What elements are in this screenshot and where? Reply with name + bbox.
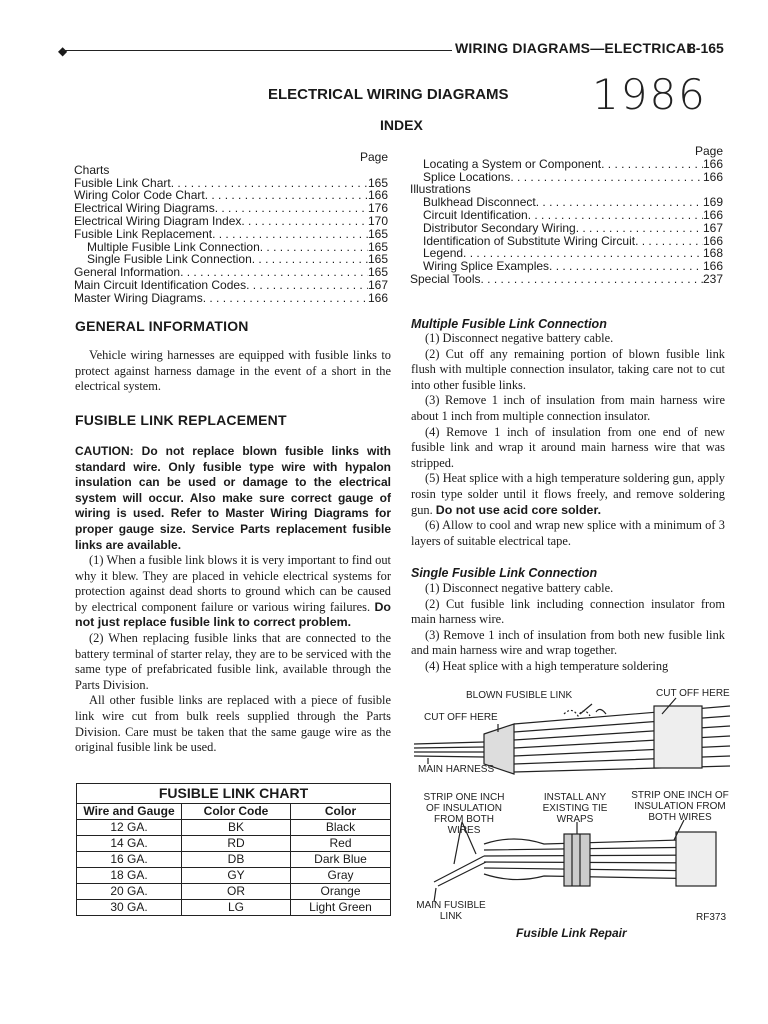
table-cell: 20 GA. — [77, 884, 182, 900]
single-step-2: (2) Cut fusible link including connection insulator from main harness wire. — [411, 596, 725, 627]
general-information-heading: GENERAL INFORMATION — [75, 318, 249, 334]
chart-col-color-code: Color Code — [182, 804, 291, 820]
label-install-any: INSTALL ANY EXISTING TIE WRAPS — [542, 792, 608, 825]
handwritten-year: 1986 — [592, 70, 707, 119]
table-cell: 12 GA. — [77, 820, 182, 836]
table-cell: LG — [182, 900, 291, 916]
index-entry: Locating a System or Component . . . 166 — [423, 158, 723, 171]
index-group-charts: Charts — [74, 162, 110, 177]
fusible-link-repair-figure — [414, 684, 734, 944]
index-left — [74, 151, 388, 305]
index-entry: Wiring Splice Examples . . . 166 — [423, 260, 723, 273]
replacement-step-1: (1) When a fusible link blows it is very important to find out why it blew. They are placed in vehicle electrical systems for protection against dead shorts to ground which can be caused by electrical component failure or various wiring failures. Do not just replace fusible link to correct problem. — [75, 553, 391, 630]
index-entry: Electrical Wiring Diagram Index . . . 170 — [74, 215, 388, 228]
index-entry: Fusible Link Replacement . . . 165 — [74, 228, 388, 241]
general-information-text: Vehicle wiring harnesses are equipped with fusible links to protect against harness damage in the event of a short in the electrical system. — [75, 348, 391, 394]
index-entry: Circuit Identification . . . 166 — [423, 209, 723, 222]
multiple-step-3: (3) Remove 1 inch of insulation from main harness wire about 1 inch from multiple connection insulator. — [411, 393, 725, 423]
chart-title: FUSIBLE LINK CHART — [77, 784, 391, 804]
replacement-steps — [75, 553, 391, 756]
index-entry: Single Fusible Link Connection . . . 165 — [74, 253, 388, 266]
multiple-step-2: (2) Cut off any remaining portion of blown fusible link flush with multiple connection insulator, taking care not to cut into other fusible links. — [411, 346, 725, 392]
label-main-fusible-link: MAIN FUSIBLE LINK — [416, 900, 486, 922]
label-blown-fusible-link: BLOWN FUSIBLE LINK — [466, 690, 573, 701]
table-cell: BK — [182, 820, 291, 836]
replacement-note: All other fusible links are replaced with a piece of fusible link wire cut from bulk reels supplied through the Parts Division. Care must be taken that the same gauge wire as the original fusible link be used. — [75, 693, 391, 755]
index-entry: Legend . . . 168 — [423, 247, 723, 260]
label-main-harness: MAIN HARNESS — [418, 764, 495, 775]
index-entry: Distributor Secondary Wiring . . . 167 — [423, 222, 723, 235]
section-title: ELECTRICAL WIRING DIAGRAMS — [268, 86, 509, 103]
table-cell: 30 GA. — [77, 900, 182, 916]
index-entry: Identification of Substitute Wiring Circuit . . . 166 — [423, 235, 723, 248]
index-entry: Multiple Fusible Link Connection . . . 165 — [74, 241, 388, 254]
header-rule — [62, 50, 452, 51]
header-title: WIRING DIAGRAMS—ELECTRICAL — [455, 40, 696, 56]
table-row — [77, 900, 391, 916]
table-row — [77, 836, 391, 852]
table-cell: 18 GA. — [77, 868, 182, 884]
label-cut-off-here-left: CUT OFF HERE — [424, 712, 498, 723]
single-connection-heading: Single Fusible Link Connection — [411, 566, 598, 580]
table-cell: Gray — [291, 868, 391, 884]
header-page-number: 8-165 — [688, 40, 724, 56]
single-step-4: (4) Heat splice with a high temperature soldering — [425, 658, 669, 673]
label-cut-off-here-right: CUT OFF HERE — [656, 688, 730, 699]
index-entry: Main Circuit Identification Codes . . . 167 — [74, 279, 388, 292]
table-cell: DB — [182, 852, 291, 868]
table-cell: RD — [182, 836, 291, 852]
index-entry: Splice Locations . . . 166 — [423, 171, 723, 184]
table-cell: Black — [291, 820, 391, 836]
single-step-1: (1) Disconnect negative battery cable. — [425, 581, 614, 595]
index-entry: Fusible Link Chart . . . 165 — [74, 177, 388, 190]
index-entry-special-tools: Special Tools . . . 237 — [410, 273, 723, 286]
index-left-page-heading: Page — [359, 150, 388, 164]
index-entry: General Information . . . 165 — [74, 266, 388, 279]
single-connection-steps — [411, 581, 725, 675]
index-entry: Electrical Wiring Diagrams . . . 176 — [74, 202, 388, 215]
table-cell: Red — [291, 836, 391, 852]
multiple-step-4: (4) Remove 1 inch of insulation from one end of new fusible link and wrap it around main harness wire that was stripped. — [411, 424, 725, 470]
multiple-step-6: (6) Allow to cool and wrap new splice with a minimum of 3 layers of suitable electrical tape. — [411, 518, 725, 548]
table-cell: 16 GA. — [77, 852, 182, 868]
fusible-link-replacement-heading: FUSIBLE LINK REPLACEMENT — [75, 412, 287, 428]
header-bullet: ◆ — [58, 44, 68, 58]
multiple-step-1: (1) Disconnect negative battery cable. — [425, 331, 614, 345]
multiple-step-5: (5) Heat splice with a high temperature soldering gun, apply rosin type solder until it flows freely, and remove soldering gun. Do not use acid core solder. — [411, 471, 725, 517]
index-entry: Wiring Color Code Chart . . . 166 — [74, 189, 388, 202]
index-entry: Bulkhead Disconnect . . . 169 — [423, 196, 723, 209]
caution-text: CAUTION: Do not replace blown fusible links with standard wire. Only fusible type wire with hypalon insulation can be used or damage to the electrical system will occur. Also make sure correct gauge of wiring is used. Refer to Master Wiring Diagrams for proper gauge size. Service Parts replacement fusible links are available. — [75, 444, 391, 552]
label-strip-left: STRIP ONE INCH OF INSULATION FROM BOTH WIRES — [423, 792, 505, 836]
multiple-connection-steps — [411, 331, 725, 549]
table-row — [77, 820, 391, 836]
single-step-3: (3) Remove 1 inch of insulation from both new fusible link and main harness wire and wrap together. — [411, 627, 725, 658]
index-right-page-heading: Page — [694, 144, 723, 158]
table-row — [77, 852, 391, 868]
chart-col-wire-gauge: Wire and Gauge — [77, 804, 182, 820]
table-row — [77, 884, 391, 900]
index-group-illustrations: Illustrations — [410, 182, 471, 197]
table-cell: 14 GA. — [77, 836, 182, 852]
table-row — [77, 868, 391, 884]
chart-col-color: Color — [291, 804, 391, 820]
multiple-connection-heading: Multiple Fusible Link Connection — [411, 317, 607, 331]
label-strip-right: STRIP ONE INCH OF INSULATION FROM BOTH WIRES — [631, 790, 729, 823]
table-cell: Orange — [291, 884, 391, 900]
index-entry: Master Wiring Diagrams . . . 166 — [74, 292, 388, 305]
table-cell: GY — [182, 868, 291, 884]
table-cell: Dark Blue — [291, 852, 391, 868]
table-cell: Light Green — [291, 900, 391, 916]
label-figure-code: RF373 — [696, 912, 727, 923]
table-cell: OR — [182, 884, 291, 900]
index-right — [410, 145, 723, 286]
index-label: INDEX — [380, 117, 423, 133]
replacement-step-2: (2) When replacing fusible links that are connected to the battery terminal of starter relay, they are to be serviced with the same type of prefabricated fusible link, available through the Parts Division. — [75, 630, 391, 692]
figure-caption: Fusible Link Repair — [516, 926, 627, 940]
fusible-link-chart — [76, 783, 391, 916]
